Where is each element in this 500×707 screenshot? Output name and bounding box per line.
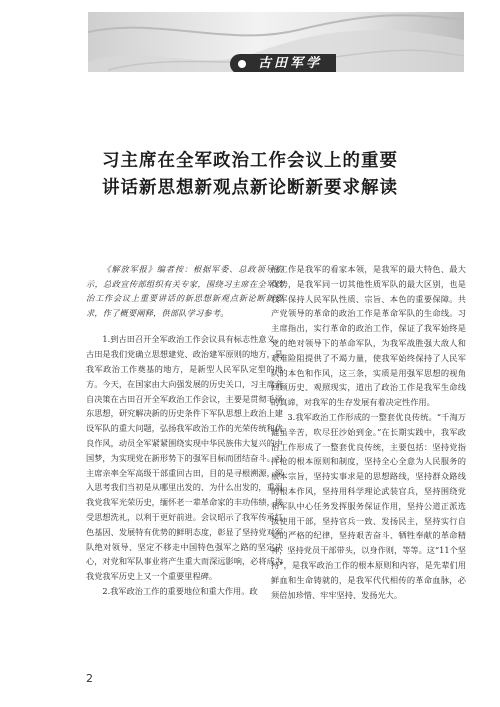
article-title-line-1: 习主席在全军政治工作会议上的重要 bbox=[102, 151, 398, 171]
paragraph: 2.我军政治工作的重要地位和重大作用。政 bbox=[102, 585, 258, 596]
paragraph: 治工作是我军的看家本领，是我军的最大特色、最大优势，是我军同一切其他性质军队的最大区别，也是我军保持人民军队性质、宗旨、本色的重要保障。共产党领导的革命的政治工作是革命军队的生命线。习主席指出，实行革命的政治工作，保证了我军始终是党的绝对领导下的革命军队，为我军战胜强大敌人和艰难险阻提供了不竭力量，使我军始终保持了人民军队的本色和作风，这三条，实质是用强军思想的视角回顾历史、观照现实，道出了政治工作是我军生命线的真谛，对我军的生存发展有着决定性作用。 bbox=[271, 264, 466, 408]
article-title-line-2: 讲话新思想新观点新论断新要求解读 bbox=[102, 178, 398, 198]
paragraph: 1.到古田召开全军政治工作会议具有标志性意义。古田是我们党确立思想建党、政治建军原则的地方，是我军政治工作奠基的地方，是新型人民军队定型的地方。今天，在国家由大向强发展的历史关口，习主席亲自决策在古田召开全军政治工作会议，主要是贯彻毛泽东思想，研究解决新的历史条件下军队思想上政治上建设军队的重大问题，弘扬我军政治工作的光荣传统和优良作风，动员全军紧紧围绕实现中华民族伟大复兴的中国梦，为实现党在新形势下的强军目标而团结奋斗。习主席亲率全军高级干部重回古田，目的是寻根溯源，深入思考我们当初是从哪里出发的、为什么出发的，重温我党我军光荣历史，缅怀老一辈革命家的丰功伟绩，接受思想洗礼，以利于更好前进。会议昭示了我军传承红色基因、发展特有优势的鲜明态度，彰显了坚持党对军队绝对领导、坚定不移走中国特色强军之路的坚定决心，对党和军队事业将产生重大而深远影响，必将成为我党我军历史上又一个重要里程碑。 bbox=[86, 334, 283, 582]
page-number: 2 bbox=[86, 672, 93, 685]
paragraph: 3.我军政治工作形成的一整套优良传统。“千淘万漉虽辛苦，吹尽狂沙始到金。”在长期实践中，我军政治工作形成了一整套优良传统，主要包括：坚持党指挥枪的根本原则和制度，坚持全心全意为人民服务的根本宗旨，坚持实事求是的思想路线，坚持群众路线的根本作风，坚持用科学理论武装官兵，坚持围绕党和军队中心任务发挥服务保证作用，坚持公道正派选拔使用干部，坚持官兵一致、发扬民主，坚持实行自觉的严格的纪律，坚持艰苦奋斗、牺牲奉献的革命精神，坚持党员干部带头，以身作则，等等。这“11个坚持”，是我军政治工作的根本原则和内容，是先辈们用鲜血和生命铸就的，是我军代代相传的革命血脉，必须倍加珍惜、牢牢坚持、发扬光大。 bbox=[271, 411, 466, 600]
right-column bbox=[271, 262, 466, 602]
section-label: 古田军学 bbox=[230, 54, 336, 72]
section-banner bbox=[88, 12, 464, 72]
left-column bbox=[86, 262, 283, 599]
editor-note: 《解放军报》编者按：根据军委、总政领导指示，总政宣传部组织有关专家，围绕习主席在全军政治工作会议上重要讲话的新思想新观点新论断新要求，作了概要阐释，供部队学习参考。 bbox=[86, 264, 283, 318]
